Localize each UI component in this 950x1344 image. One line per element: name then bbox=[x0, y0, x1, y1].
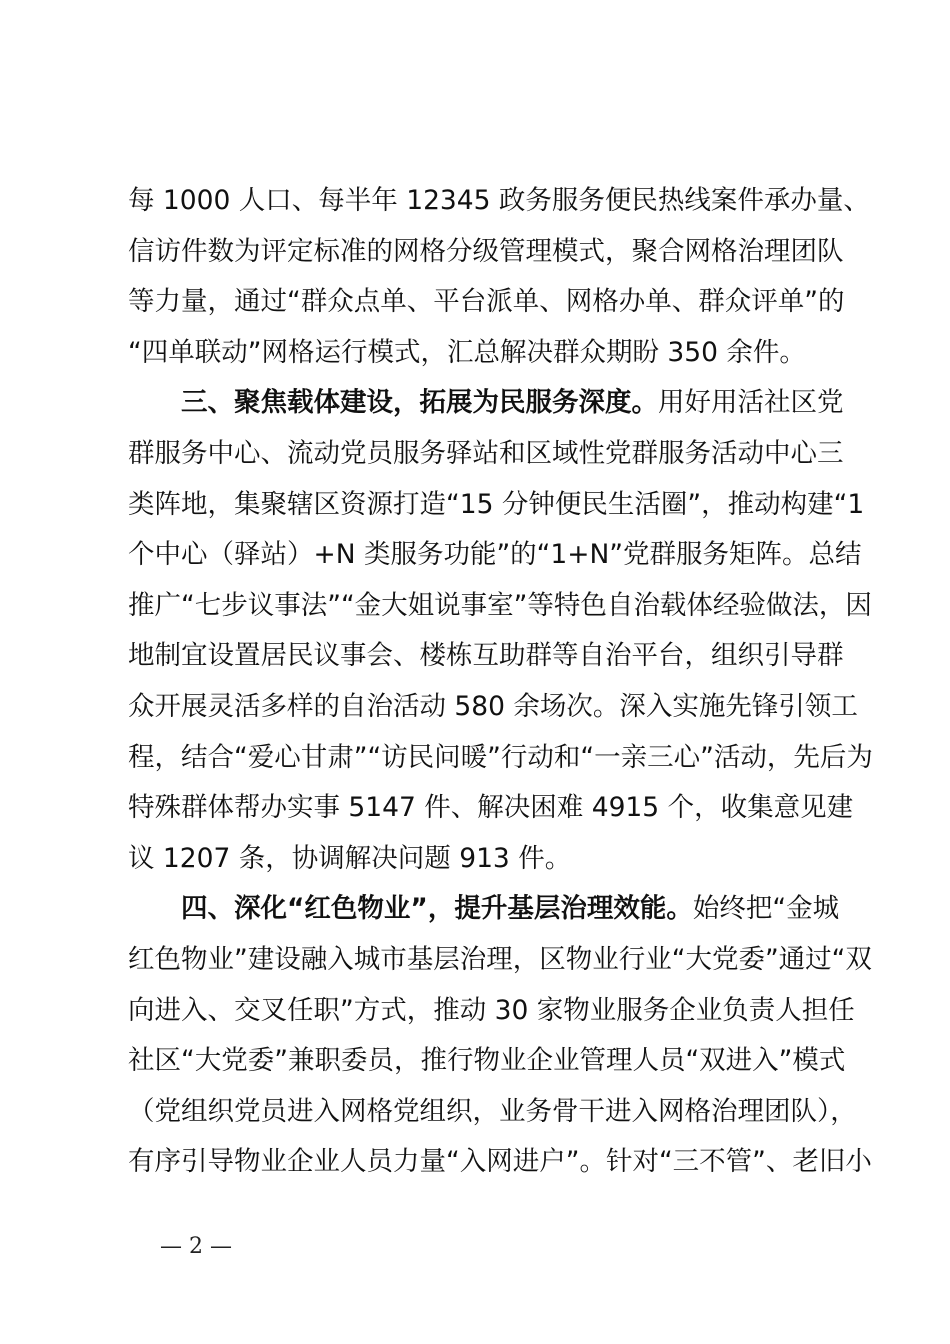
text-line: 众开展灵活多样的自治活动 580 余场次。深入实施先锋引领工 bbox=[128, 690, 858, 722]
section-heading-line bbox=[128, 884, 838, 935]
text-line: 有序引导物业企业人员力量“入网进户”。针对“三不管”、老旧小 bbox=[128, 1146, 872, 1178]
text-line: 特殊群体帮办实事 5147 件、解决困难 4915 个，收集意见建 bbox=[128, 792, 854, 824]
text-line: 推广“七步议事法”“金大姐说事室”等特色自治载体经验做法，因 bbox=[128, 589, 872, 621]
body-text bbox=[128, 176, 873, 1188]
text-line: 信访件数为评定标准的网格分级管理模式，聚合网格治理团队 bbox=[128, 235, 844, 267]
section-heading-four: 四、深化“红色物业”，提升基层治理效能。 bbox=[181, 893, 693, 925]
text-line: 类阵地，集聚辖区资源打造“15 分钟便民生活圈”，推动构建“1 bbox=[128, 488, 865, 520]
text-line: 等力量，通过“群众点单、平台派单、网格办单、群众评单”的 bbox=[128, 286, 845, 318]
text-line: 社区“大党委”兼职委员，推行物业企业管理人员“双进入”模式 bbox=[128, 1045, 846, 1077]
text-line: 地制宜设置居民议事会、楼栋互助群等自治平台，组织引导群 bbox=[128, 640, 844, 672]
section-heading-three: 三、聚焦载体建设，拓展为民服务深度。 bbox=[181, 387, 658, 419]
text-line: 个中心（驿站）+N 类服务功能”的“1+N”党群服务矩阵。总结 bbox=[128, 539, 862, 571]
text-line: 每 1000 人口、每半年 12345 政务服务便民热线案件承办量、 bbox=[128, 185, 870, 216]
text-line: 红色物业”建设融入城市基层治理，区物业行业“大党委”通过“双 bbox=[128, 943, 872, 975]
section-heading-line bbox=[128, 378, 844, 429]
text-line: 程，结合“爱心甘肃”“访民问暖”行动和“一亲三心”活动，先后为 bbox=[128, 741, 873, 773]
text-line: “四单联动”网格运行模式，汇总解决群众期盼 350 余件。 bbox=[128, 336, 806, 368]
text-line: 议 1207 条，协调解决问题 913 件。 bbox=[128, 842, 572, 874]
text-segment: 始终把“金城 bbox=[692, 893, 840, 925]
page-number: — 2 — bbox=[160, 1234, 232, 1259]
text-line: （党组织党员进入网格党组织，业务骨干进入网格治理团队）， bbox=[128, 1095, 857, 1127]
text-line: 向进入、交叉任职”方式，推动 30 家物业服务企业负责人担任 bbox=[128, 994, 855, 1026]
text-segment: 用好用活社区党 bbox=[658, 387, 844, 419]
text-line: 群服务中心、流动党员服务驿站和区域性党群服务活动中心三 bbox=[128, 437, 844, 469]
